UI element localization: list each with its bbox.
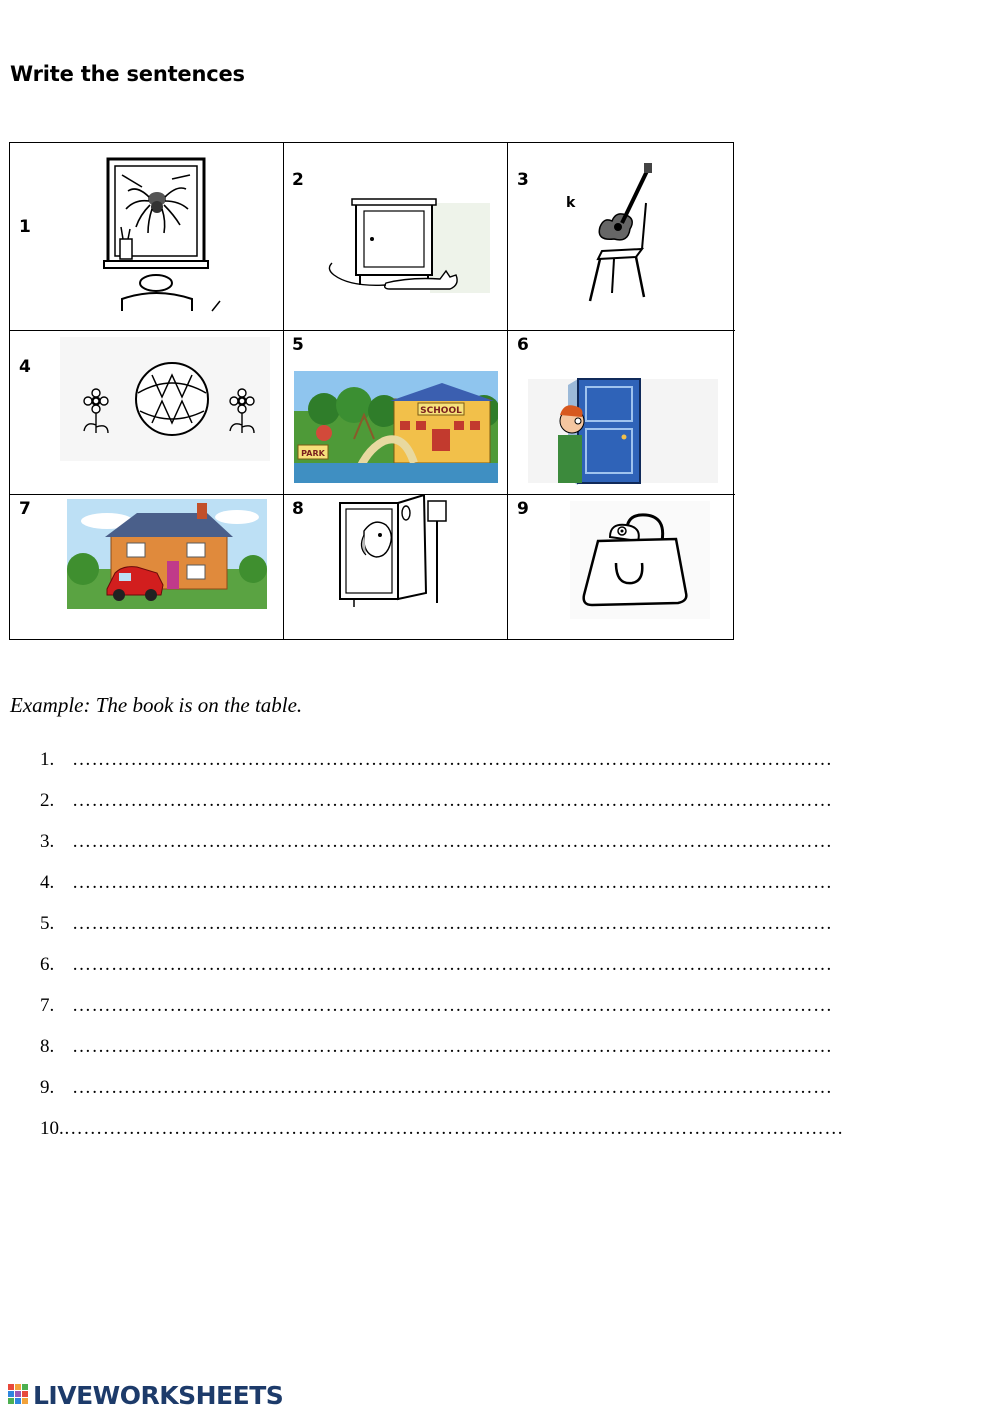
spider-window-picture	[102, 155, 222, 313]
answer-line[interactable]: 8. ………………………………………………………………………………………………………	[40, 1036, 833, 1057]
cell-number: 2	[292, 170, 304, 190]
cell-number: 7	[19, 499, 31, 519]
brand-name: LIVEWORKSHEETS	[33, 1381, 284, 1410]
boy-behind-door-picture	[528, 375, 718, 485]
answer-line[interactable]: 7. ………………………………………………………………………………………………………	[40, 995, 833, 1016]
cell-number: 6	[517, 335, 529, 355]
car-house-picture	[67, 499, 267, 609]
park-school-picture	[294, 371, 498, 483]
grid-cell-3	[508, 143, 735, 331]
answer-line[interactable]: 5. ………………………………………………………………………………………………………	[40, 913, 833, 934]
answer-line[interactable]: 10.…………………………………………………………………………………………………………	[40, 1118, 844, 1139]
cell-number: 9	[517, 499, 529, 519]
grid-cell-5	[284, 331, 508, 495]
fish-in-bag-picture	[570, 501, 710, 619]
cell-number: 8	[292, 499, 304, 519]
liveworksheets-logo-icon	[8, 1384, 30, 1408]
park-sign: PARK	[301, 449, 325, 458]
grid-cell-4	[10, 331, 284, 495]
ball-flowers-picture	[60, 337, 270, 461]
cell-number: 1	[19, 217, 31, 237]
answer-line[interactable]: 2. ………………………………………………………………………………………………………	[40, 790, 833, 811]
dog-in-box-picture	[334, 495, 464, 607]
page-title: Write the sentences	[10, 62, 245, 86]
cell-letter: k	[566, 195, 576, 211]
cell-number: 4	[19, 357, 31, 377]
answer-lines	[40, 746, 1000, 1156]
grid-cell-8	[284, 495, 508, 640]
grid-cell-7	[10, 495, 284, 640]
answer-line[interactable]: 9. ………………………………………………………………………………………………………	[40, 1077, 833, 1098]
answer-line[interactable]: 4. ………………………………………………………………………………………………………	[40, 872, 833, 893]
cell-number: 5	[292, 335, 304, 355]
cell-number: 3	[517, 170, 529, 190]
footer-brand[interactable]	[8, 1381, 283, 1410]
answer-line[interactable]: 6. ………………………………………………………………………………………………………	[40, 954, 833, 975]
grid-cell-2	[284, 143, 508, 331]
answer-line[interactable]: 1. ………………………………………………………………………………………………………	[40, 749, 833, 770]
guitar-chair-picture	[556, 163, 674, 313]
grid-cell-6	[508, 331, 735, 495]
answer-line[interactable]: 3. ………………………………………………………………………………………………………	[40, 831, 833, 852]
school-sign: SCHOOL	[420, 406, 462, 416]
grid-cell-9	[508, 495, 735, 640]
cat-cupboard-picture	[290, 193, 502, 305]
example-sentence: Example: The book is on the table.	[10, 693, 303, 717]
grid-cell-1	[10, 143, 284, 331]
picture-grid	[9, 142, 734, 640]
